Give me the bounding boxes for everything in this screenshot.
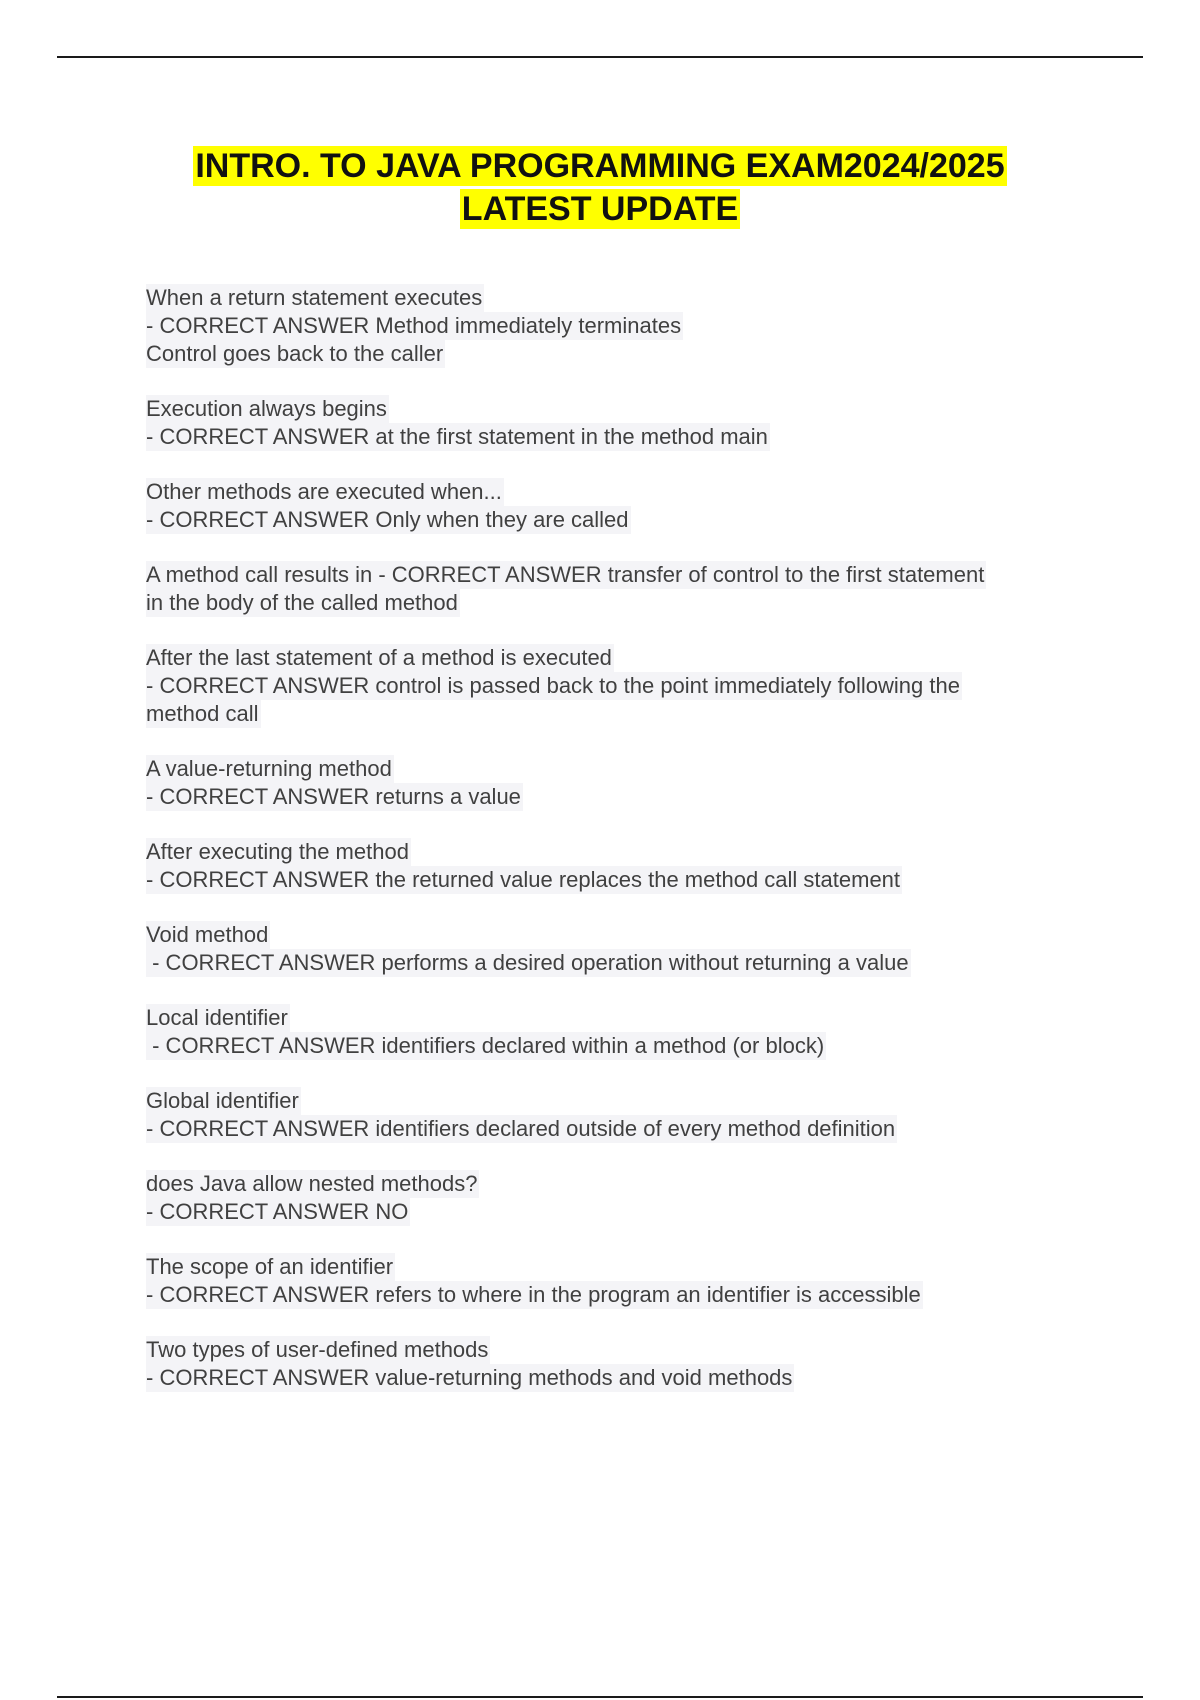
title-line-1: INTRO. TO JAVA PROGRAMMING EXAM2024/2025 [195, 147, 1005, 185]
answer-text: - CORRECT ANSWER refers to where in the program an identifier is accessible [146, 1282, 921, 1307]
answer-text: - CORRECT ANSWER Method immediately terminates [146, 313, 682, 338]
answer-text: - CORRECT ANSWER at the first statement in the method main [146, 424, 768, 449]
qa-item [146, 838, 1076, 894]
answer-text: - CORRECT ANSWER identifiers declared within a method (or block) [146, 1033, 825, 1058]
question-text: Two types of user-defined methods [146, 1337, 489, 1362]
bottom-rule [57, 1696, 1143, 1698]
question-text: Local identifier [146, 1005, 288, 1030]
answer-text: - CORRECT ANSWER performs a desired operation without returning a value [146, 950, 909, 975]
question-text: Execution always begins [146, 396, 387, 421]
qa-item [146, 561, 1076, 617]
answer-text: Control goes back to the caller [146, 341, 444, 366]
question-text: Void method [146, 922, 269, 947]
question-text: does Java allow nested methods? [146, 1171, 478, 1196]
document-title [0, 146, 1200, 232]
question-text: Other methods are executed when... [146, 479, 502, 504]
qa-list [146, 284, 1076, 1419]
question-text: Global identifier [146, 1088, 299, 1113]
qa-item [146, 644, 1076, 728]
answer-text: - CORRECT ANSWER value-returning methods and void methods [146, 1365, 793, 1390]
qa-item [146, 1336, 1076, 1392]
top-rule [57, 56, 1143, 58]
qa-item [146, 478, 1076, 534]
answer-text: in the body of the called method [146, 590, 458, 615]
qa-item [146, 395, 1076, 451]
title-line-2: LATEST UPDATE [461, 190, 739, 228]
answer-text: - CORRECT ANSWER NO [146, 1199, 409, 1224]
answer-text: - CORRECT ANSWER control is passed back to the point immediately following the [146, 673, 960, 698]
answer-text: - CORRECT ANSWER returns a value [146, 784, 521, 809]
answer-text: - CORRECT ANSWER the returned value replaces the method call statement [146, 867, 901, 892]
qa-item [146, 755, 1076, 811]
question-text: After executing the method [146, 839, 409, 864]
question-text: When a return statement executes [146, 285, 483, 310]
qa-item [146, 1087, 1076, 1143]
qa-item [146, 921, 1076, 977]
qa-item [146, 1170, 1076, 1226]
answer-text: - CORRECT ANSWER Only when they are called [146, 507, 629, 532]
qa-item [146, 284, 1076, 368]
qa-item [146, 1253, 1076, 1309]
question-text: After the last statement of a method is executed [146, 645, 612, 670]
question-answer-text: A method call results in - CORRECT ANSWER transfer of control to the first statement [146, 562, 985, 587]
question-text: The scope of an identifier [146, 1254, 394, 1279]
answer-text: - CORRECT ANSWER identifiers declared outside of every method definition [146, 1116, 896, 1141]
answer-text: method call [146, 701, 259, 726]
qa-item [146, 1004, 1076, 1060]
question-text: A value-returning method [146, 756, 392, 781]
